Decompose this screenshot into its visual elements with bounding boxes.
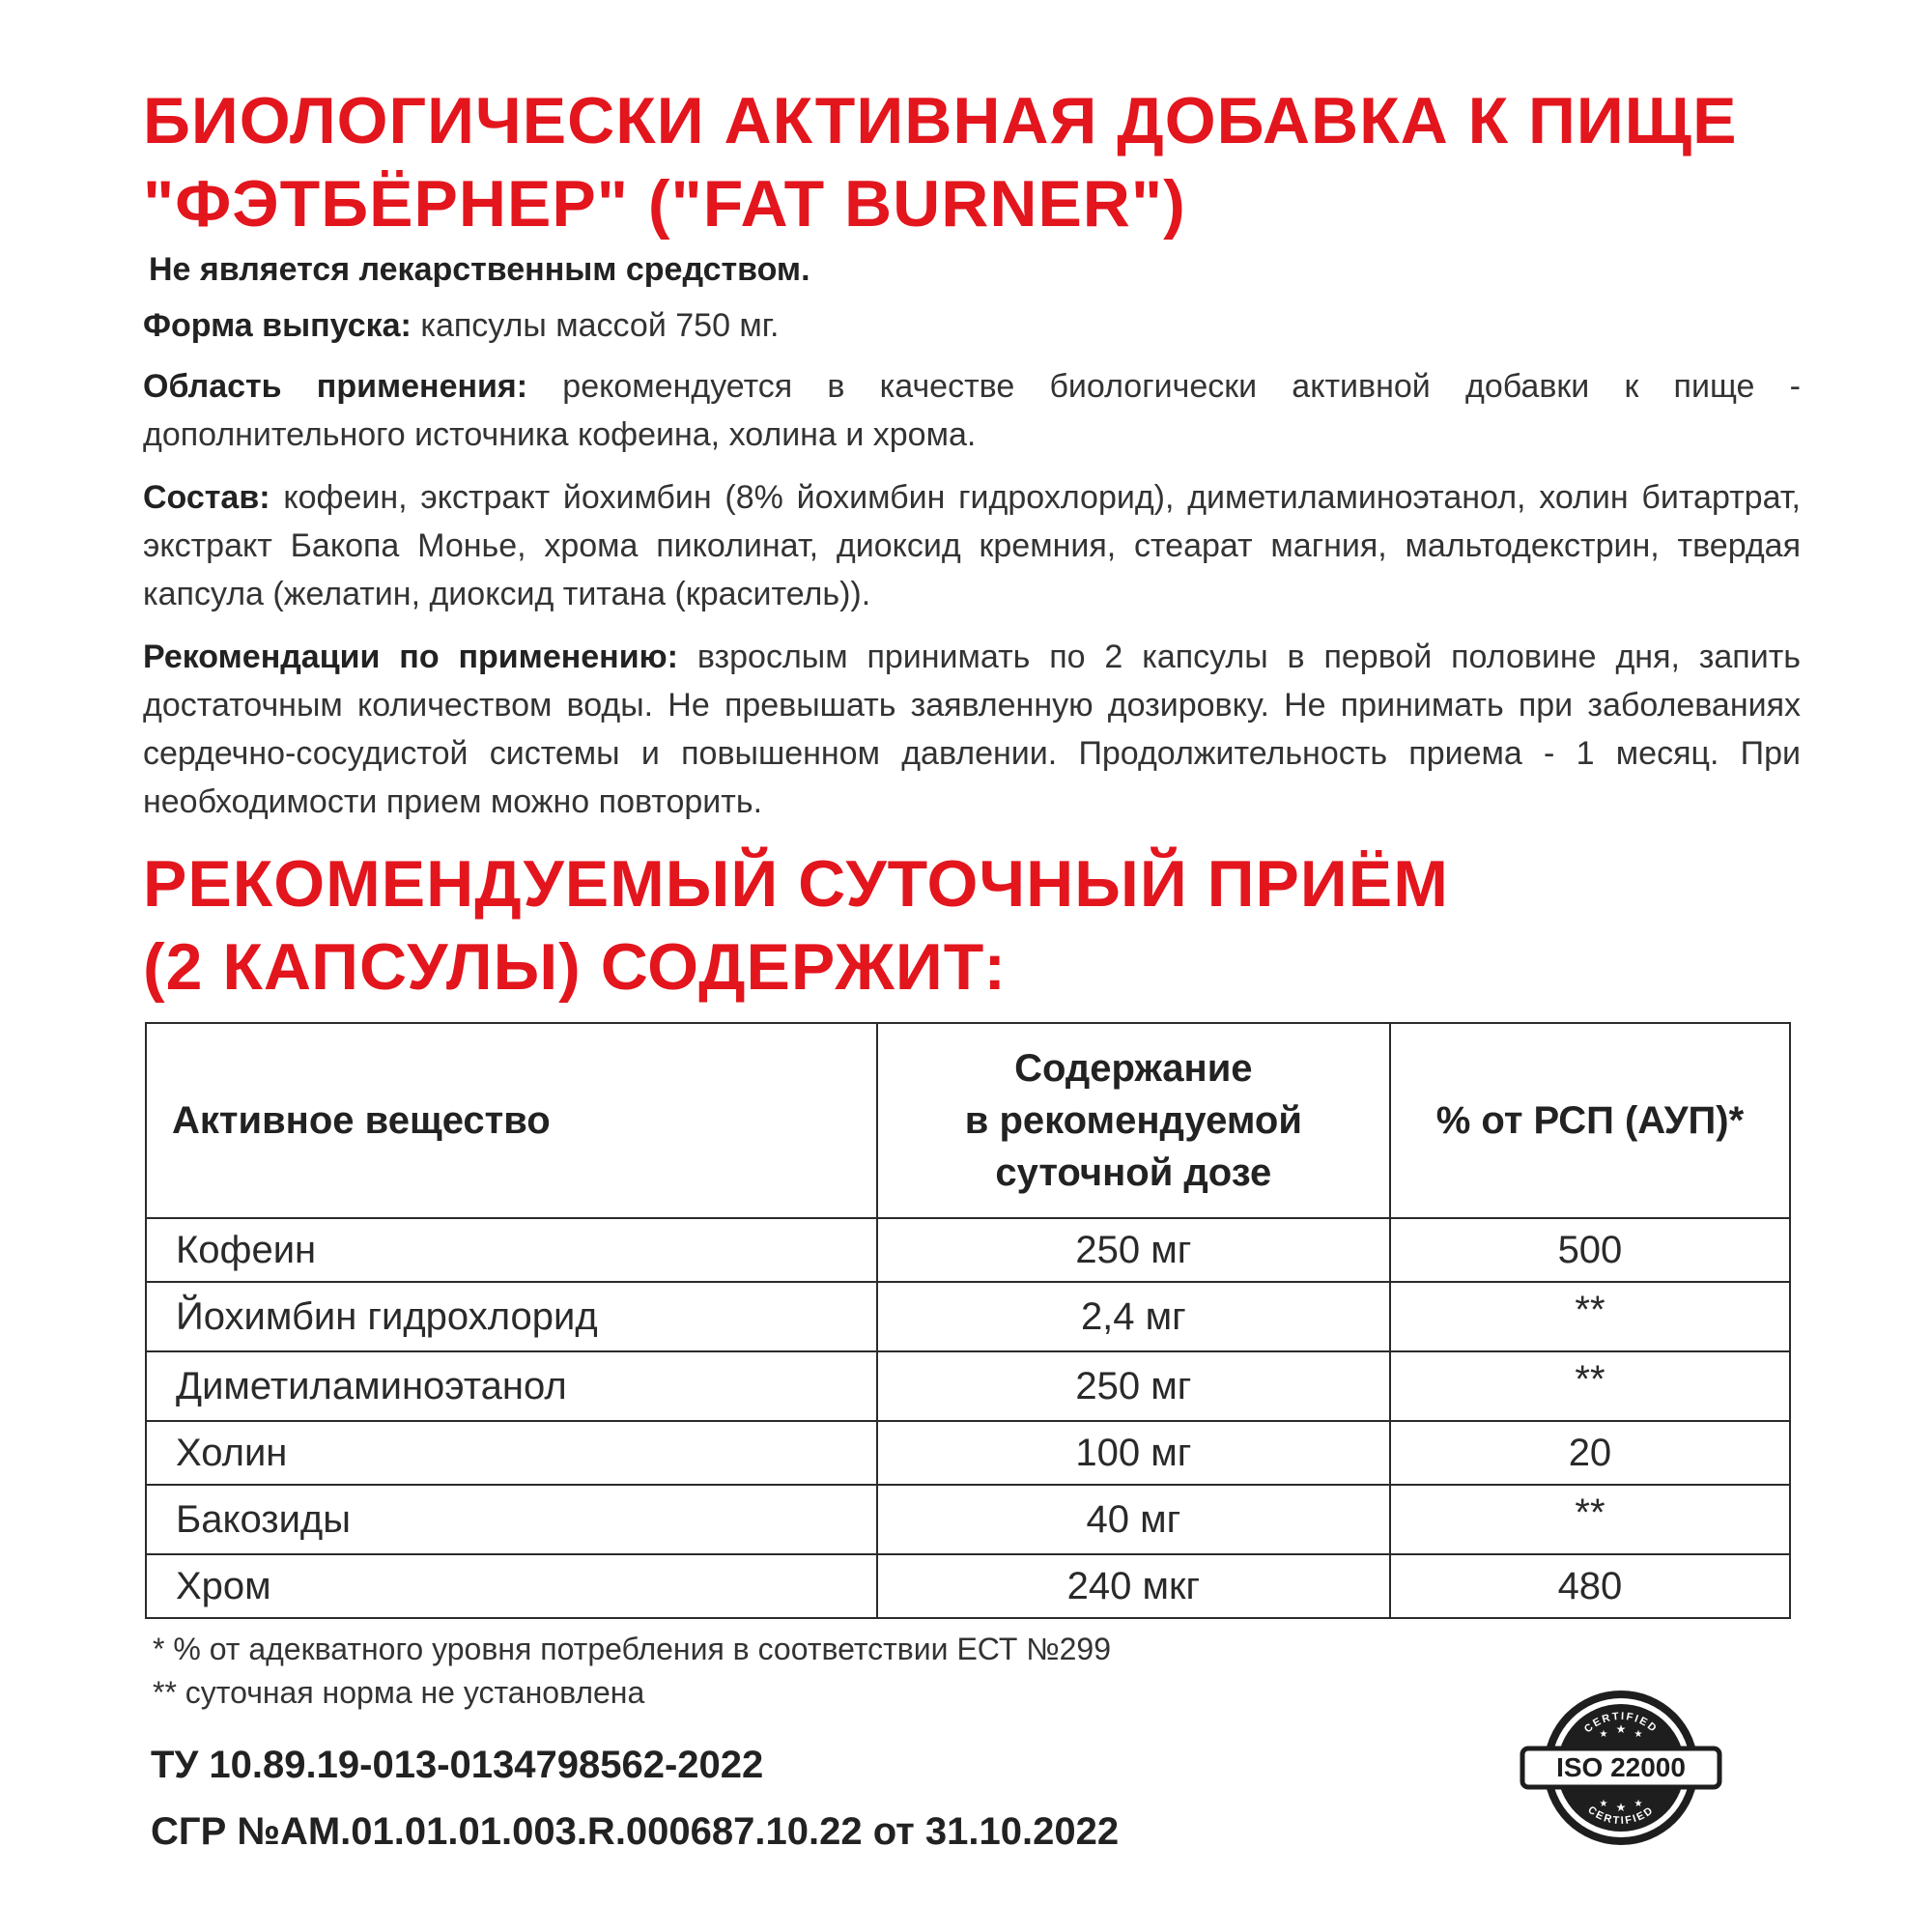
table-header-row (146, 1023, 1790, 1218)
cell-substance: Холин (146, 1421, 877, 1485)
cell-amount: 250 мг (877, 1351, 1390, 1421)
cell-substance: Йохимбин гидрохлорид (146, 1282, 877, 1351)
cell-percent: ** (1390, 1282, 1790, 1351)
application-scope (143, 362, 1801, 459)
daily-intake-title-line-1: РЕКОМЕНДУЕМЫЙ СУТОЧНЫЙ ПРИЁМ (143, 847, 1449, 921)
seal-star-icon: ★ (1599, 1799, 1608, 1809)
table-row (146, 1282, 1790, 1351)
release-form-text: капсулы массой 750 мг. (411, 307, 780, 344)
usage-recommendations (143, 633, 1801, 826)
release-form-label: Форма выпуска: (143, 307, 412, 344)
cell-percent: ** (1390, 1351, 1790, 1421)
composition-text: кофеин, экстракт йохимбин (8% йохимбин гидрохлорид), диметиламиноэтанол, холин битартрат, экстракт Бакопа Монье, хрома пиколинат, диоксид кремния, стеарат магния, мальтодекстрин, твердая капсула (желатин, диоксид титана (краситель)). (143, 479, 1801, 612)
cell-amount: 2,4 мг (877, 1282, 1390, 1351)
iso-certified-seal-icon (1515, 1681, 1727, 1855)
table-row (146, 1218, 1790, 1282)
table-row (146, 1421, 1790, 1485)
seal-bottom-text: CERTIFIED (1585, 1804, 1657, 1828)
footnote-norm-not-set: ** суточная норма не установлена (153, 1675, 645, 1710)
seal-top-text: CERTIFIED (1581, 1710, 1661, 1736)
tu-number: ТУ 10.89.19-013-0134798562-2022 (151, 1744, 764, 1786)
sgr-number: СГР №AM.01.01.01.003.R.000687.10.22 от 31.10.2022 (151, 1810, 1120, 1853)
product-title-line-1: БИОЛОГИЧЕСКИ АКТИВНАЯ ДОБАВКА К ПИЩЕ (143, 84, 1738, 157)
header-amount-line-3: суточной дозе (995, 1151, 1272, 1194)
seal-star-icon: ★ (1634, 1799, 1643, 1809)
header-substance: Активное вещество (146, 1023, 877, 1218)
usage-recommendations-text: взрослым принимать по 2 капсулы в первой половине дня, запить достаточным количеством воды. Не превышать заявленную дозировку. Не принимать при заболеваниях сердечно-сосудистой системы и повышенном давлении. Продолжительность приема - 1 месяц. При необходимости прием можно повторить. (143, 639, 1801, 820)
cell-percent: 480 (1390, 1554, 1790, 1618)
header-amount-line-2: в рекомендуемой (964, 1099, 1302, 1142)
cell-amount: 240 мкг (877, 1554, 1390, 1618)
footnote-adequate-level: * % от адекватного уровня потребления в соответствии ЕСТ №299 (153, 1632, 1111, 1666)
daily-intake-title-line-2: (2 КАПСУЛЫ) СОДЕРЖИТ: (143, 930, 1007, 1004)
daily-intake-title (143, 842, 1804, 1009)
header-percent: % от РСП (АУП)* (1390, 1023, 1790, 1218)
table-row (146, 1554, 1790, 1618)
composition (143, 473, 1801, 618)
product-title (143, 79, 1804, 245)
seal-iso-text: ISO 22000 (1556, 1752, 1686, 1782)
cell-amount: 100 мг (877, 1421, 1390, 1485)
release-form (143, 301, 1801, 350)
cell-percent: 20 (1390, 1421, 1790, 1485)
cell-substance: Хром (146, 1554, 877, 1618)
seal-star-icon: ★ (1615, 1801, 1627, 1814)
seal-star-icon: ★ (1615, 1722, 1627, 1736)
cell-substance: Диметиламиноэтанол (146, 1351, 877, 1421)
seal-star-icon: ★ (1599, 1729, 1608, 1740)
cell-percent: 500 (1390, 1218, 1790, 1282)
not-medicine-note: Не является лекарственным средством. (149, 251, 810, 288)
composition-label: Состав: (143, 479, 270, 516)
cell-amount: 40 мг (877, 1485, 1390, 1554)
application-scope-text: рекомендуется в качестве биологически активной добавки к пище - дополнительного источника кофеина, холина и хрома. (143, 368, 1801, 453)
product-title-line-2: "ФЭТБЁРНЕР" ("FAT BURNER") (143, 167, 1186, 241)
table-row (146, 1485, 1790, 1554)
nutrient-table (145, 1022, 1791, 1619)
cell-percent: ** (1390, 1485, 1790, 1554)
usage-recommendations-label: Рекомендации по применению: (143, 639, 678, 675)
cell-substance: Бакозиды (146, 1485, 877, 1554)
cell-amount: 250 мг (877, 1218, 1390, 1282)
header-amount-line-1: Содержание (1014, 1047, 1253, 1090)
table-row (146, 1351, 1790, 1421)
application-scope-label: Область применения: (143, 368, 528, 405)
header-amount (877, 1023, 1390, 1218)
cell-substance: Кофеин (146, 1218, 877, 1282)
seal-star-icon: ★ (1634, 1729, 1643, 1740)
